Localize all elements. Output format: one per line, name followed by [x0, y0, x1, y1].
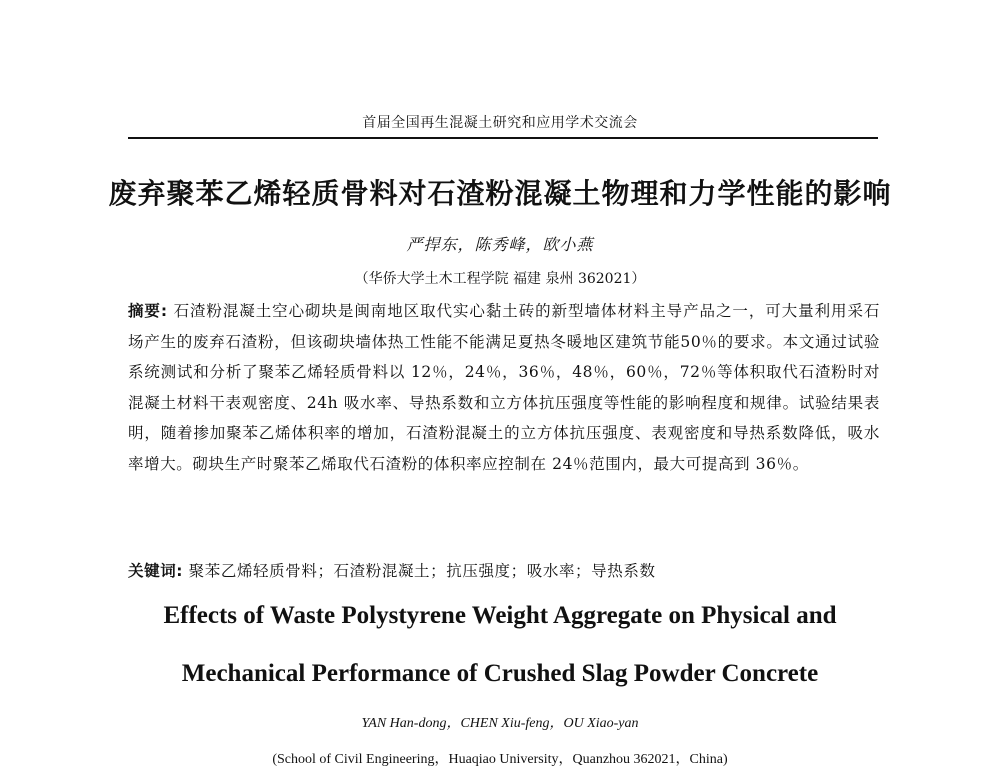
keywords-cn — [128, 556, 880, 586]
keywords-label: 关键词: — [128, 562, 184, 580]
paper-title-en-line2: Mechanical Performance of Crushed Slag Powder Concrete — [181, 660, 819, 687]
header-rule — [128, 137, 878, 139]
paper-title-en-line1: Effects of Waste Polystyrene Weight Aggregate on Physical and — [163, 602, 837, 629]
affiliation-cn: （华侨大学土木工程学院 福建 泉州 362021） — [354, 271, 646, 287]
running-header: 首届全国再生混凝土研究和应用学术交流会 — [362, 115, 638, 131]
authors-en: YAN Han-dong，CHEN Xiu-feng，OU Xiao-yan — [361, 716, 639, 731]
abstract-text: 石渣粉混凝土空心砌块是闽南地区取代实心黏土砖的新型墙体材料主导产品之一，可大量利用采石场产生的废弃石渣粉，但该砌块墙体热工性能不能满足夏热冬暖地区建筑节能50％的要求。本文通过试验系统测试和分析了聚苯乙烯轻质骨料以 12％，24％，36％，48％，60％，72％等体积取代石渣粉时对混凝土材料干表观密度、24h 吸水率、导热系数和立方体抗压强度等性能的影响程度和规律。试验结果表明，随着掺加聚苯乙烯体积率的增加，石渣粉混凝土的立方体抗压强度、表观密度和导热系数降低，吸水率增大。砌块生产时聚苯乙烯取代石渣粉的体积率应控制在 24％范围内，最大可提高到 36％。 — [128, 302, 881, 473]
affiliation-en: (School of Civil Engineering，Huaqiao University，Quanzhou 362021，China) — [272, 752, 728, 767]
authors-cn: 严捍东，陈秀峰，欧小燕 — [406, 235, 594, 254]
abstract-cn — [128, 296, 880, 480]
abstract-label: 摘要: — [128, 302, 168, 320]
paper-title-cn: 废弃聚苯乙烯轻质骨料对石渣粉混凝土物理和力学性能的影响 — [108, 177, 892, 210]
keywords-text: 聚苯乙烯轻质骨料；石渣粉混凝土；抗压强度；吸水率；导热系数 — [188, 562, 656, 580]
